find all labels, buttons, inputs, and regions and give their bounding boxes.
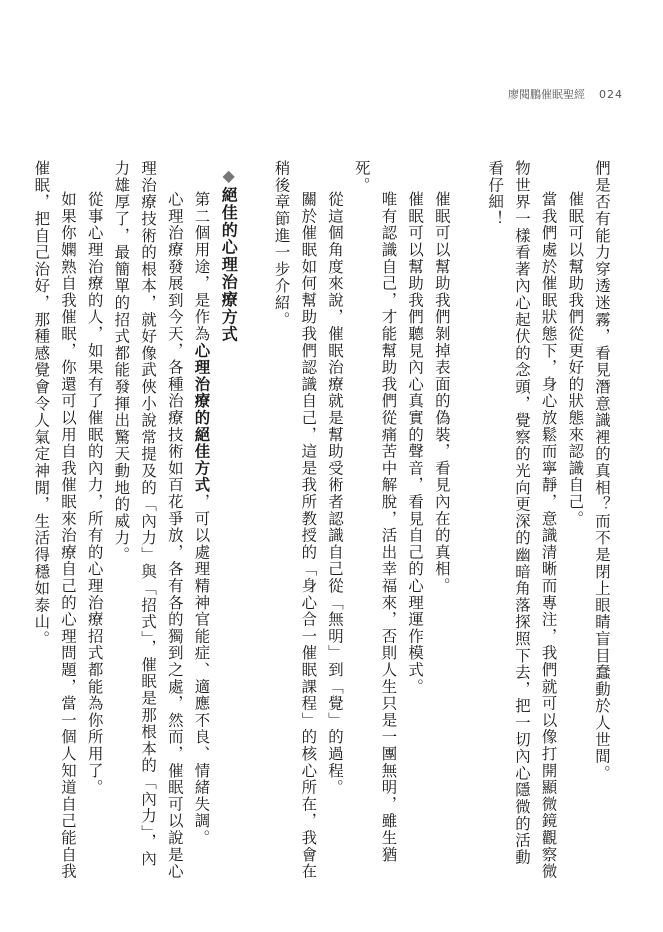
vertical-body-text [32,160,615,880]
paragraph-part: ，可以處理精神官能症、適應不良、情緒失調。 [192,493,211,847]
paragraph-part: 第二個用途，是作為 [192,190,211,342]
paragraph: 關於催眠如何幫助我們認識自己，這是我所教授的「身心合一催眠課程」的核心所在，我會在稍後章節進一步介紹。 [272,160,318,880]
paragraph [188,160,215,880]
running-header [508,86,623,102]
paragraph: 催眠可以幫助我們剝掉表面的偽裝，看見內在的真相。 [432,190,451,594]
paragraph: 唯有認識自己，才能幫助我們從痛苦中解脫，活出幸福來，否則人生只是一團無明，雖生猶死。 [352,160,398,863]
paragraph: 催眠可以幫助我們聽見內心真實的聲音，看見自己的心理運作模式。 [406,190,425,695]
paragraph: 從這個角度來說，催眠治療就是幫助受術者認識自己從「無明」到「覺」的過程。 [325,190,344,796]
bold-phrase: 心理治療的絕佳方式 [192,342,211,494]
page-number: 024 [599,88,623,101]
section-heading [214,160,241,880]
paragraph: 催眠可以幫助我們從更好的狀態來認識自己。 [566,190,585,527]
blank-line [455,160,482,880]
book-title: 廖閱鵬催眠聖經 [508,88,585,101]
section-heading-text: 絕佳的心理治療方式 [219,186,239,344]
paragraph: 從事心理治療的人，如果有了催眠的內力，所有的心理治療招式都能為你所用了。 [85,190,104,796]
paragraph: 心理治療發展到今天，各種治療技術如百花爭放，各有各的獨到之處，然而，催眠可以說是心理治療技術的根本，就好像武俠小說常提及的「內力」與「招式」，催眠是那根本的「內力」，內力雄厚了，最簡單的招式都能發揮出驚天動地的威力。 [112,160,184,880]
paragraph: 們是否有能力穿透迷霧，看見潛意識裡的真相？而不是閉上眼睛盲目蠢動於人世間。 [593,160,611,782]
paragraph: 如果你嫻熟自我催眠，你還可以用自我催眠來治療自己的心理問題，當一個人知道自己能自我催眠，把自己治好，那種感覺會令人氣定神閒，生活得穩如泰山。 [32,160,77,880]
diamond-bullet-icon: ◆ [219,166,239,187]
paragraph: 當我們處於催眠狀態下，身心放鬆而寧靜，意識清晰而專注，我們就可以像打開顯微鏡觀察微物世界一樣看著內心起伏的念頭，覺察的光向更深的幽暗角落探照下去，把一切內心隱微的活動看仔細！ [486,160,558,880]
blank-line [241,160,268,880]
